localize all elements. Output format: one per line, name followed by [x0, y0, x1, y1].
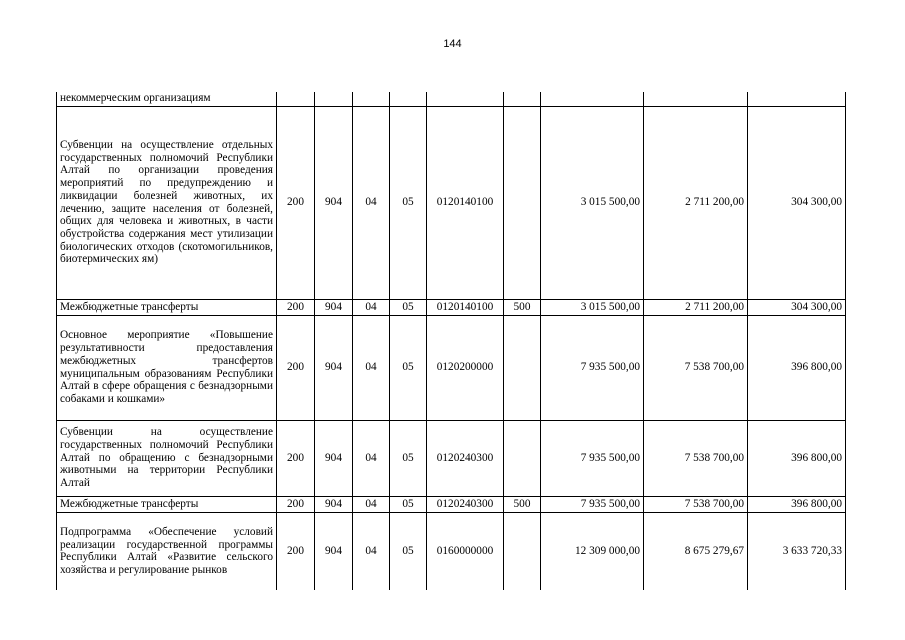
cell-vr: 0120240300 [427, 496, 504, 512]
cell-csr [390, 92, 427, 106]
cell-sum2 [644, 92, 748, 106]
cell-kvsr: 200 [277, 299, 315, 315]
cell-kvsr: 200 [277, 496, 315, 512]
cell-extra [504, 420, 541, 496]
cell-pr: 04 [353, 315, 390, 420]
table-row [57, 315, 846, 420]
cell-rz: 904 [315, 496, 353, 512]
cell-vr: 0120140100 [427, 299, 504, 315]
cell-pr: 04 [353, 496, 390, 512]
cell-sum1 [541, 92, 644, 106]
cell-kvsr: 200 [277, 512, 315, 590]
cell-sum3: 396 800,00 [748, 420, 846, 496]
budget-table [56, 92, 846, 590]
cell-extra: 500 [504, 496, 541, 512]
cell-csr: 05 [390, 315, 427, 420]
cell-sum3 [748, 92, 846, 106]
row-name: Субвенции на осуществление государственных полномочий Республики Алтай по обращению с безнадзорными животными на территории Республики Алтай [57, 420, 277, 496]
cell-sum1: 12 309 000,00 [541, 512, 644, 590]
row-name: Подпрограмма «Обеспечение условий реализации государственной программы Республики Алтай «Развитие сельского хозяйства и регулирование рынков [57, 512, 277, 590]
cell-sum1: 7 935 500,00 [541, 420, 644, 496]
cell-csr: 05 [390, 512, 427, 590]
cell-sum1: 7 935 500,00 [541, 496, 644, 512]
cell-pr: 04 [353, 299, 390, 315]
cell-rz [315, 92, 353, 106]
table-row [57, 420, 846, 496]
cell-rz: 904 [315, 512, 353, 590]
row-name: некоммерческим организациям [57, 92, 277, 106]
cell-vr: 0120140100 [427, 106, 504, 299]
page-number: 144 [443, 38, 462, 50]
cell-vr: 0120240300 [427, 420, 504, 496]
cell-csr: 05 [390, 106, 427, 299]
cell-sum2: 2 711 200,00 [644, 299, 748, 315]
cell-kvsr [277, 92, 315, 106]
cell-sum3: 396 800,00 [748, 315, 846, 420]
table-row [57, 496, 846, 512]
cell-vr: 0120200000 [427, 315, 504, 420]
cell-sum1: 3 015 500,00 [541, 299, 644, 315]
cell-extra [504, 106, 541, 299]
cell-extra: 500 [504, 299, 541, 315]
cell-sum2: 7 538 700,00 [644, 496, 748, 512]
cell-pr: 04 [353, 420, 390, 496]
cell-extra [504, 92, 541, 106]
cell-pr [353, 92, 390, 106]
cell-kvsr: 200 [277, 106, 315, 299]
cell-rz: 904 [315, 299, 353, 315]
cell-sum1: 3 015 500,00 [541, 106, 644, 299]
cell-rz: 904 [315, 315, 353, 420]
cell-vr [427, 92, 504, 106]
cell-extra [504, 315, 541, 420]
cell-kvsr: 200 [277, 420, 315, 496]
cell-pr: 04 [353, 512, 390, 590]
cell-csr: 05 [390, 496, 427, 512]
cell-pr: 04 [353, 106, 390, 299]
cell-sum2: 2 711 200,00 [644, 106, 748, 299]
row-name: Межбюджетные трансферты [57, 496, 277, 512]
cell-csr: 05 [390, 420, 427, 496]
cell-sum3: 304 300,00 [748, 106, 846, 299]
cell-csr: 05 [390, 299, 427, 315]
cell-vr: 0160000000 [427, 512, 504, 590]
cell-sum3: 396 800,00 [748, 496, 846, 512]
cell-sum2: 7 538 700,00 [644, 315, 748, 420]
cell-sum2: 8 675 279,67 [644, 512, 748, 590]
row-name: Межбюджетные трансферты [57, 299, 277, 315]
cell-rz: 904 [315, 420, 353, 496]
row-name: Основное мероприятие «Повышение результативности предоставления межбюджетных трансфертов муниципальным образованиям Республики Алтай в сфере обращения с безнадзорными собаками и кошками» [57, 315, 277, 420]
cell-sum2: 7 538 700,00 [644, 420, 748, 496]
row-name: Субвенции на осуществление отдельных государственных полномочий Республики Алтай по организации проведения мероприятий по предупреждению и ликвидации болезней животных, их лечению, защите населения от болезней, общих для человека и животных, в части обустройства содержания мест утилизации биологических отходов (скотомогильников, биотермических ям) [57, 106, 277, 299]
cell-kvsr: 200 [277, 315, 315, 420]
cell-sum3: 3 633 720,33 [748, 512, 846, 590]
cell-rz: 904 [315, 106, 353, 299]
table-row [57, 92, 846, 106]
table-row [57, 299, 846, 315]
table-row [57, 106, 846, 299]
cell-extra [504, 512, 541, 590]
cell-sum3: 304 300,00 [748, 299, 846, 315]
table-row [57, 512, 846, 590]
cell-sum1: 7 935 500,00 [541, 315, 644, 420]
